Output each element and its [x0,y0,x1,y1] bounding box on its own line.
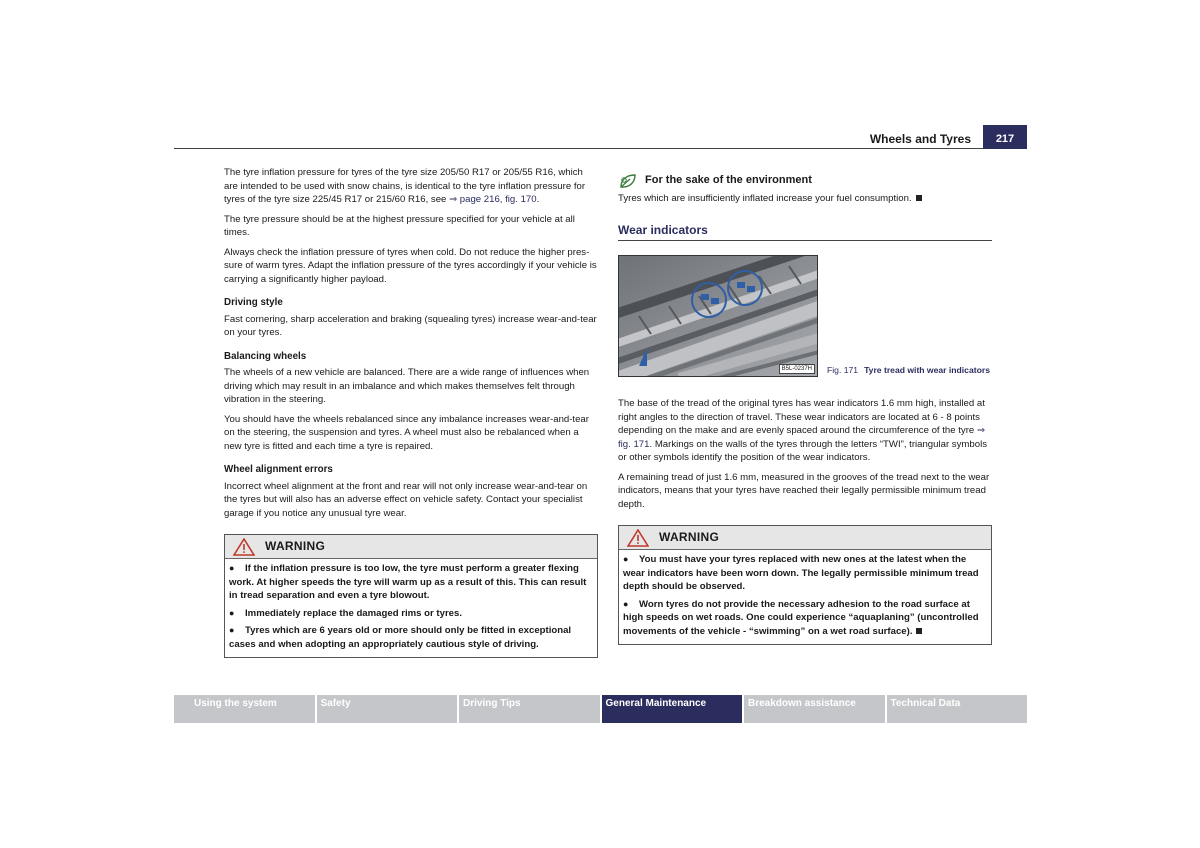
warning-body [225,559,597,657]
tab-general-maintenance[interactable]: General Maintenance [602,695,743,723]
page-header [174,125,1027,149]
left-column [224,166,598,658]
right-column [618,172,992,645]
warning-box-left [224,534,598,658]
end-of-section-mark [916,628,922,634]
paragraph-wheel-alignment: Incorrect wheel alignment at the front and rear will not only increase wear-and-tear on the tyres but will also has an adverse effect on vehicle safety. Contact your specialist garage if you notice any unusual tyre wear. [224,480,588,519]
warning-header [225,535,597,559]
tab-technical-data[interactable]: Technical Data [887,695,1028,723]
tab-driving-tips[interactable]: Driving Tips [459,695,600,723]
page-reference-link[interactable]: ⇒ page 216, fig. 170 [449,194,537,205]
tyre-tread-image [618,255,818,377]
environment-heading [618,172,992,190]
figure-caption: Fig. 171 Tyre tread with wear indicators [827,364,990,375]
warning-item: ● Worn tyres do not provide the necessary adhesion to the road surface at high speeds on wet roads. One could experience “aquaplaning” (uncontrolled movements of the vehicle - “swimming” on a wet road surface). [623,598,979,637]
warning-title: WARNING [265,538,326,553]
chapter-tabs [174,695,1027,723]
figure-171 [618,255,992,377]
warning-triangle-icon [627,529,649,547]
warning-item: ● Immediately replace the damaged rims or tyres. [229,607,463,619]
tyre-tread-illustration [619,256,818,377]
figure-code: B5L-0237H [779,364,815,374]
paragraph-snow-chains: The tyre inflation pressure for tyres of the tyre size 205/50 R17 or 205/55 R16, which are intended to be used with snow chains, is identical to the tyre inflation pressure for tyres of the tyre size 225/45 R17 or 215/60 R16, see ⇒ page 216, fig. 170. [224,167,586,205]
end-of-section-mark [916,195,922,201]
warning-item: ● If the inflation pressure is too low, the tyre must perform a greater flexing work. At higher speeds the tyre will warm up as a result of this. This can result in tread separation and even a tyre blowout. [229,563,587,601]
paragraph-remaining-tread: A remaining tread of just 1.6 mm, measured in the grooves of the tread next to the wear indicators, means that your tyres have reached their legally permissible minimum tread depth. [618,471,990,510]
wear-indicators-heading: Wear indicators [618,224,992,242]
bullet: ● [229,625,235,635]
warning-body [619,550,991,644]
bullet: ● [623,598,629,609]
bullet: ● [229,607,235,618]
paragraph-balancing-1: The wheels of a new vehicle are balanced. There are a wide range of influences when driving which may result in an imbalance and which makes themselves felt through vibration in the steering. [224,367,590,405]
page-number: 217 [983,125,1027,149]
bullet: ● [229,563,235,573]
figure-number: Fig. 171 [827,364,859,375]
tab-safety[interactable]: Safety [317,695,458,723]
paragraph-highest-pressure: The tyre pressure should be at the highest pressure specified for your vehicle at all times. [224,213,575,238]
paragraph-wear-indicators: The base of the tread of the original tyres has wear indicators 1.6 mm high, installed at right angles to the direction of travel. These wear indicators are located at 6 - 8 points depending on the make and are evenly spaced around the circumference of the tyre ⇒ fig. 171. Markings on the walls of the tyres through the letters “TWI”, triangular symbols or other symbols identify the position of the wear indicators. [618,398,987,463]
warning-item: ● You must have your tyres replaced with new ones at the latest when the wear indicators have been worn down. The legally permissible minimum tread depth should be observed. [623,554,979,592]
warning-title: WARNING [659,529,720,544]
warning-triangle-icon [233,538,255,556]
environment-title: For the sake of the environment [645,174,812,187]
heading-driving-style: Driving style [224,297,283,308]
paragraph-environment: Tyres which are insufficiently inflated increase your fuel consumption. [618,192,992,206]
heading-balancing-wheels: Balancing wheels [224,350,307,362]
environment-leaf-icon [618,172,638,190]
paragraph-balancing-2: You should have the wheels rebalanced since any imbalance increases wear-and-tear on the steering, the suspension and tyres. A wheel must also be rebalanced when a new tyre is fitted and each time a tyre is repaired. [224,413,589,452]
bullet: ● [623,554,629,564]
heading-wheel-alignment: Wheel alignment errors [224,464,333,475]
paragraph-check-cold: Always check the inflation pressure of tyres when cold. Do not reduce the higher pressure of warm tyres. Adapt the inflation pressure of the tyres accordingly if your vehicle is carrying a significantly higher payload. [224,246,597,285]
warning-item: ● Tyres which are 6 years old or more should only be fitted in exceptional cases and when adopting an appropriately cautious style of driving. [229,625,572,650]
tab-breakdown-assistance[interactable]: Breakdown assistance [744,695,885,723]
figure-reference-link[interactable]: ⇒ fig. 171 [618,425,985,450]
warning-box-right [618,525,992,645]
tab-using-the-system[interactable]: Using the system [174,695,315,723]
paragraph-driving-style: Fast cornering, sharp acceleration and braking (squealing tyres) increase wear-and-tear on your tyres. [224,313,597,338]
section-title: Wheels and Tyres [869,132,971,146]
warning-header [619,526,991,550]
